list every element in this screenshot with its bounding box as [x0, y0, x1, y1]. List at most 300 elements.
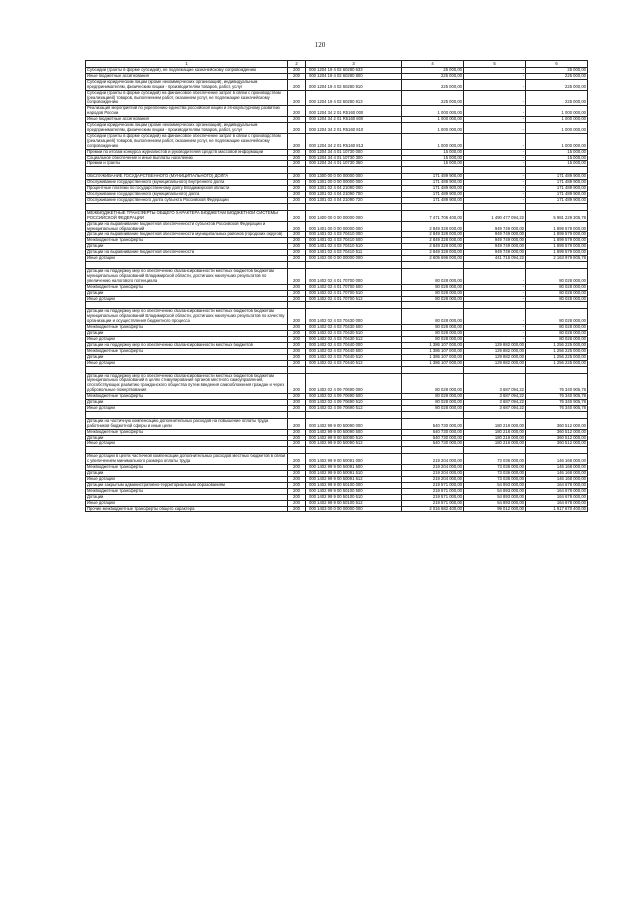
row-remaining-amount: 146 168 000,00 — [526, 471, 588, 477]
row-name: Дотации на поддержку мер по обеспечению сбалансированности местных бюджетов бюджетам муниципальных образований в целях стимулирования органов местного самоуправления, способствующих развитию гражданского общества путем введения самообложения граждан и через добровольные пожертвования — [86, 373, 288, 394]
row-remaining-amount: 164 678 000,00 — [526, 488, 588, 494]
row-approved-amount: 1 386 107 000,00 — [402, 360, 464, 366]
row-budget-code: 000 1300 00 0 00 00000 000 — [306, 174, 402, 180]
row-budget-code: 000 1402 02 4 09 70690 000 — [306, 373, 402, 394]
row-line-code: 200 — [288, 429, 306, 435]
row-line-code: 200 — [288, 117, 306, 123]
blank-cell — [464, 447, 526, 454]
row-line-code: 200 — [288, 360, 306, 366]
row-budget-code: 000 1403 00 0 00 00000 000 — [306, 506, 402, 512]
blank-cell — [464, 302, 526, 309]
blank-cell — [288, 203, 306, 210]
row-name: МЕЖБЮДЖЕТНЫЕ ТРАНСФЕРТЫ ОБЩЕГО ХАРАКТЕРА БЮДЖЕТАМ БЮДЖЕТНОЙ СИСТЕМЫ РОССИЙСКОЙ ФЕДЕРАЦИИ — [86, 210, 288, 221]
row-budget-code: 000 1402 99 9 00 50100 510 — [306, 494, 402, 500]
row-line-code: 200 — [288, 197, 306, 203]
row-name: Субсидии (гранты в форме субсидий) на финансовое обеспечение затрат в связи с производством (реализацией) товаров, выполнением работ, оказанием услуг, не подлежащие казначейскому сопровождению — [86, 90, 288, 106]
row-executed-amount: 180 218 000,00 — [464, 429, 526, 435]
row-line-code: 200 — [288, 73, 306, 79]
row-name: Иные бюджетные ассигнования — [86, 117, 288, 123]
row-executed-amount: - — [464, 284, 526, 290]
blank-cell — [86, 411, 288, 418]
row-approved-amount: 80 028 000,00 — [402, 405, 464, 411]
row-budget-code: 000 1402 02 4 09 70690 510 — [306, 400, 402, 406]
row-line-code: 200 — [288, 180, 306, 186]
row-line-code: 200 — [288, 284, 306, 290]
table-row — [86, 482, 588, 488]
row-approved-amount: 80 028 000,00 — [402, 269, 464, 285]
row-approved-amount: 80 028 000,00 — [402, 325, 464, 331]
table-row — [86, 269, 588, 285]
row-approved-amount: 1 000 000,00 — [402, 117, 464, 123]
blank-cell — [402, 302, 464, 309]
row-budget-code: 000 1402 02 4 09 70690 500 — [306, 394, 402, 400]
blank-cell — [464, 203, 526, 210]
row-approved-amount: 219 571 000,00 — [402, 494, 464, 500]
row-line-code: 200 — [288, 244, 306, 250]
row-name: Обслуживание государственного долга субъекта Российской Федерации — [86, 197, 288, 203]
column-number: 2 — [288, 61, 306, 68]
blank-cell — [288, 302, 306, 309]
row-budget-code: 000 1204 34 4 01 10730 000 — [306, 149, 402, 155]
row-budget-code: 000 1301 02 4 04 21090 700 — [306, 192, 402, 198]
row-budget-code: 000 1402 02 4 03 70430 512 — [306, 336, 402, 342]
row-name: Дотации — [86, 400, 288, 406]
blank-cell — [306, 366, 402, 373]
row-budget-code: 000 1402 02 4 09 70690 512 — [306, 405, 402, 411]
table-row — [86, 210, 588, 221]
row-line-code: 200 — [288, 123, 306, 134]
row-remaining-amount: 80 028 000,00 — [526, 269, 588, 285]
row-line-code: 200 — [288, 90, 306, 106]
blank-row — [86, 447, 588, 454]
row-name: Дотации — [86, 354, 288, 360]
blank-row — [86, 411, 588, 418]
row-approved-amount: 2 849 328 000,00 — [402, 238, 464, 244]
row-remaining-amount: 164 678 000,00 — [526, 482, 588, 488]
row-executed-amount: 73 036 000,00 — [464, 471, 526, 477]
row-executed-amount: - — [464, 106, 526, 117]
row-line-code: 200 — [288, 336, 306, 342]
column-number: 1 — [86, 61, 288, 68]
row-name: Субсидии юридическим лицам (кроме некоммерческих организаций), индивидуальным предпринимателям, физическим лицам - производителям товаров, работ, услуг — [86, 123, 288, 134]
row-approved-amount: 219 204 000,00 — [402, 465, 464, 471]
blank-cell — [306, 262, 402, 269]
row-executed-amount: - — [464, 90, 526, 106]
row-budget-code: 000 1402 02 4 03 70440 512 — [306, 360, 402, 366]
row-line-code: 200 — [288, 133, 306, 149]
row-remaining-amount: 171 489 900,00 — [526, 192, 588, 198]
row-remaining-amount: 76 340 905,78 — [526, 373, 588, 394]
row-name: Дотации закрытым административно-территориальным образованиям — [86, 482, 288, 488]
row-budget-code: 000 1401 02 4 03 70410 510 — [306, 244, 402, 250]
row-executed-amount: 54 893 000,00 — [464, 494, 526, 500]
row-line-code: 200 — [288, 500, 306, 506]
row-approved-amount: 171 489 900,00 — [402, 192, 464, 198]
row-approved-amount: 1 000 000,00 — [402, 123, 464, 134]
row-approved-amount: 540 730 000,00 — [402, 435, 464, 441]
row-remaining-amount: 1 899 579 000,00 — [526, 232, 588, 238]
row-approved-amount: 80 028 000,00 — [402, 296, 464, 302]
row-executed-amount: 54 893 000,00 — [464, 500, 526, 506]
row-line-code: 200 — [288, 309, 306, 325]
row-name: Межбюджетные трансферты — [86, 394, 288, 400]
row-remaining-amount: 225 000,00 — [526, 79, 588, 90]
row-approved-amount: 80 028 000,00 — [402, 290, 464, 296]
row-budget-code: 000 1402 99 9 00 50090 510 — [306, 435, 402, 441]
row-executed-amount: 73 036 000,00 — [464, 454, 526, 465]
row-budget-code: 000 1402 99 9 00 50090 512 — [306, 441, 402, 447]
row-executed-amount: 949 749 000,00 — [464, 232, 526, 238]
row-executed-amount: 3 687 094,22 — [464, 400, 526, 406]
column-number: 4 — [402, 61, 464, 68]
row-line-code: 200 — [288, 435, 306, 441]
row-name: Межбюджетные трансферты — [86, 325, 288, 331]
row-line-code: 200 — [288, 354, 306, 360]
blank-cell — [526, 203, 588, 210]
row-line-code: 200 — [288, 192, 306, 198]
row-approved-amount: 1 000 000,00 — [402, 133, 464, 149]
row-executed-amount: - — [464, 123, 526, 134]
blank-cell — [402, 447, 464, 454]
row-name: Субсидии (гранты в форме субсидий) на финансовое обеспечение затрат в связи с производством (реализацией) товаров, выполнением работ, оказанием услуг, не подлежащие казначейскому сопровождению — [86, 133, 288, 149]
row-name: Межбюджетные трансферты — [86, 348, 288, 354]
row-approved-amount: 219 204 000,00 — [402, 477, 464, 483]
row-line-code: 200 — [288, 405, 306, 411]
row-name: Обслуживание государственного (муниципального) внутреннего долга — [86, 180, 288, 186]
row-budget-code: 000 1204 34 2 01 R5160 000 — [306, 106, 402, 117]
row-name: Процентные платежи по государственному долгу Владимирской области — [86, 186, 288, 192]
row-budget-code: 000 1402 99 9 00 50100 000 — [306, 482, 402, 488]
row-name: Реализация мероприятий по укреплению единства российской нации и этнокультурному развитию народов России — [86, 106, 288, 117]
row-executed-amount: - — [464, 331, 526, 337]
row-name: Дотации на поддержку мер по обеспечению сбалансированности местных бюджетов бюджетам муниципальных образований Владимирской области, достигших наилучших результатов по качеству организации и осуществления бюджетного процесса — [86, 309, 288, 325]
row-approved-amount: 15 000,00 — [402, 161, 464, 167]
row-line-code: 200 — [288, 256, 306, 262]
row-name: Прочие межбюджетные трансферты общего характера — [86, 506, 288, 512]
row-remaining-amount: 171 489 900,00 — [526, 174, 588, 180]
row-executed-amount: - — [464, 79, 526, 90]
row-line-code: 200 — [288, 68, 306, 74]
row-line-code: 200 — [288, 465, 306, 471]
row-approved-amount: 1 386 107 000,00 — [402, 348, 464, 354]
blank-cell — [402, 167, 464, 174]
row-approved-amount: 80 028 000,00 — [402, 331, 464, 337]
row-budget-code: 000 1204 19 4 02 60280 813 — [306, 90, 402, 106]
blank-cell — [306, 167, 402, 174]
row-line-code: 200 — [288, 394, 306, 400]
row-remaining-amount: 1 256 225 000,00 — [526, 360, 588, 366]
table-row — [86, 79, 588, 90]
row-name: Межбюджетные трансферты — [86, 488, 288, 494]
row-executed-amount: - — [464, 336, 526, 342]
row-name: Иные дотации — [86, 441, 288, 447]
row-executed-amount: 441 716 094,22 — [464, 256, 526, 262]
row-remaining-amount: 146 168 000,00 — [526, 454, 588, 465]
row-budget-code: 000 1402 02 4 03 70440 000 — [306, 342, 402, 348]
row-line-code: 200 — [288, 290, 306, 296]
row-name: Иные дотации — [86, 405, 288, 411]
row-budget-code: 000 1402 02 4 01 70700 512 — [306, 296, 402, 302]
row-approved-amount: 171 489 900,00 — [402, 174, 464, 180]
row-line-code: 200 — [288, 106, 306, 117]
column-number: 5 — [464, 61, 526, 68]
row-budget-code: 000 1301 00 0 00 00000 000 — [306, 180, 402, 186]
row-remaining-amount: 1 000 000,00 — [526, 106, 588, 117]
row-name: Иные дотации — [86, 296, 288, 302]
row-budget-code: 000 1204 19 4 02 60280 810 — [306, 79, 402, 90]
row-remaining-amount: 146 168 000,00 — [526, 477, 588, 483]
row-name: Дотации на поддержку мер по обеспечению сбалансированности местных бюджетов бюджетам муниципальных образований Владимирской области, достигших наилучших результатов по увеличению налогового потенциала — [86, 269, 288, 285]
row-executed-amount: - — [464, 192, 526, 198]
row-executed-amount: - — [464, 290, 526, 296]
row-approved-amount: 7 471 706 400,00 — [402, 210, 464, 221]
row-approved-amount: 2 605 696 000,00 — [402, 256, 464, 262]
blank-cell — [526, 366, 588, 373]
row-budget-code: 000 1401 02 4 03 70410 500 — [306, 238, 402, 244]
row-line-code: 200 — [288, 441, 306, 447]
row-remaining-amount: 25 000,00 — [526, 68, 588, 74]
row-executed-amount: 54 893 000,00 — [464, 488, 526, 494]
row-budget-code: 000 1204 34 4 01 10730 350 — [306, 161, 402, 167]
row-name: Дотации на частичную компенсацию дополнительных расходов на повышение оплаты труда работников бюджетной сферы и иные цели — [86, 418, 288, 429]
row-approved-amount: 540 730 000,00 — [402, 441, 464, 447]
blank-cell — [464, 411, 526, 418]
row-executed-amount: - — [464, 269, 526, 285]
row-approved-amount: 225 000,00 — [402, 73, 464, 79]
row-budget-code: 000 1204 19 4 02 60280 633 — [306, 68, 402, 74]
row-executed-amount: 3 687 094,22 — [464, 394, 526, 400]
budget-table — [85, 60, 588, 512]
row-name: Дотации на выравнивание бюджетной обеспеченности — [86, 250, 288, 256]
row-approved-amount: 80 028 000,00 — [402, 373, 464, 394]
row-name: Иные дотации в целях частичной компенсации дополнительных расходов местных бюджетов в связи с увеличением минимального размера оплаты труда — [86, 454, 288, 465]
row-budget-code: 000 1204 34 2 01 R5160 813 — [306, 133, 402, 149]
row-line-code: 200 — [288, 186, 306, 192]
row-approved-amount: 171 489 900,00 — [402, 197, 464, 203]
row-budget-code: 000 1204 34 4 01 10730 300 — [306, 155, 402, 161]
row-approved-amount: 2 849 328 000,00 — [402, 232, 464, 238]
row-remaining-amount: 360 512 000,00 — [526, 435, 588, 441]
row-remaining-amount: 225 000,00 — [526, 73, 588, 79]
row-budget-code: 000 1402 02 4 01 70700 510 — [306, 290, 402, 296]
row-remaining-amount: 1 000 000,00 — [526, 133, 588, 149]
row-remaining-amount: 360 512 000,00 — [526, 418, 588, 429]
row-name: Дотации — [86, 471, 288, 477]
row-budget-code: 000 1402 02 4 01 70700 000 — [306, 269, 402, 285]
row-line-code: 200 — [288, 506, 306, 512]
row-name: Межбюджетные трансферты — [86, 284, 288, 290]
row-remaining-amount: 5 981 229 305,78 — [526, 210, 588, 221]
blank-row — [86, 167, 588, 174]
row-executed-amount: 949 749 000,00 — [464, 250, 526, 256]
row-line-code: 200 — [288, 269, 306, 285]
table-row — [86, 250, 588, 256]
blank-cell — [86, 167, 288, 174]
row-remaining-amount: 171 489 900,00 — [526, 197, 588, 203]
row-approved-amount: 225 000,00 — [402, 90, 464, 106]
row-remaining-amount: 171 489 900,00 — [526, 186, 588, 192]
blank-cell — [86, 262, 288, 269]
row-executed-amount: - — [464, 161, 526, 167]
row-executed-amount: - — [464, 68, 526, 74]
row-executed-amount: 949 749 000,00 — [464, 238, 526, 244]
blank-cell — [526, 167, 588, 174]
row-budget-code: 000 1301 02 4 04 21090 000 — [306, 186, 402, 192]
row-name: Дотации — [86, 435, 288, 441]
blank-cell — [306, 411, 402, 418]
row-approved-amount: 219 571 000,00 — [402, 482, 464, 488]
blank-cell — [526, 262, 588, 269]
row-remaining-amount: 76 340 905,78 — [526, 400, 588, 406]
blank-cell — [526, 447, 588, 454]
row-line-code: 200 — [288, 79, 306, 90]
row-name: Иные дотации — [86, 477, 288, 483]
row-executed-amount: 129 882 000,00 — [464, 342, 526, 348]
row-executed-amount: - — [464, 117, 526, 123]
row-name: Социальное обеспечение и иные выплаты населению — [86, 155, 288, 161]
row-approved-amount: 15 000,00 — [402, 149, 464, 155]
row-budget-code: 000 1402 02 4 03 70430 510 — [306, 331, 402, 337]
row-remaining-amount: 76 340 905,78 — [526, 394, 588, 400]
row-executed-amount: 1 490 477 094,22 — [464, 210, 526, 221]
row-line-code: 200 — [288, 161, 306, 167]
blank-cell — [526, 411, 588, 418]
row-line-code: 200 — [288, 418, 306, 429]
row-remaining-amount: 171 489 900,00 — [526, 180, 588, 186]
row-approved-amount: 15 000,00 — [402, 155, 464, 161]
row-approved-amount: 80 028 000,00 — [402, 284, 464, 290]
row-remaining-amount: 80 028 000,00 — [526, 296, 588, 302]
row-remaining-amount: 1 899 579 000,00 — [526, 238, 588, 244]
row-budget-code: 000 1402 02 4 03 70440 510 — [306, 354, 402, 360]
table-row — [86, 506, 588, 512]
blank-cell — [288, 447, 306, 454]
row-line-code: 200 — [288, 221, 306, 232]
table-row — [86, 342, 588, 348]
row-approved-amount: 219 204 000,00 — [402, 454, 464, 465]
row-budget-code: 000 1401 02 4 03 70410 511 — [306, 250, 402, 256]
row-approved-amount: 80 028 000,00 — [402, 400, 464, 406]
row-executed-amount: 949 749 000,00 — [464, 221, 526, 232]
row-remaining-amount: 76 340 905,78 — [526, 405, 588, 411]
row-approved-amount: 25 000,00 — [402, 68, 464, 74]
row-executed-amount: - — [464, 73, 526, 79]
row-remaining-amount: 1 899 579 000,00 — [526, 221, 588, 232]
table-row — [86, 133, 588, 149]
row-executed-amount: 3 687 094,22 — [464, 373, 526, 394]
table-row — [86, 373, 588, 394]
blank-cell — [306, 302, 402, 309]
row-executed-amount: - — [464, 197, 526, 203]
blank-cell — [402, 203, 464, 210]
row-executed-amount: - — [464, 174, 526, 180]
blank-cell — [526, 302, 588, 309]
row-remaining-amount: 1 256 225 000,00 — [526, 354, 588, 360]
row-executed-amount: 180 218 000,00 — [464, 441, 526, 447]
row-line-code: 200 — [288, 477, 306, 483]
row-budget-code: 000 1204 19 4 02 60280 800 — [306, 73, 402, 79]
blank-row — [86, 203, 588, 210]
row-approved-amount: 219 571 000,00 — [402, 500, 464, 506]
row-executed-amount: 949 749 000,00 — [464, 244, 526, 250]
row-executed-amount: 129 882 000,00 — [464, 360, 526, 366]
row-line-code: 200 — [288, 471, 306, 477]
row-approved-amount: 171 489 900,00 — [402, 180, 464, 186]
row-remaining-amount: 2 163 979 905,78 — [526, 256, 588, 262]
row-remaining-amount: 15 000,00 — [526, 149, 588, 155]
table-row — [86, 309, 588, 325]
row-line-code: 200 — [288, 373, 306, 394]
row-executed-amount: 3 687 094,22 — [464, 405, 526, 411]
budget-table-body — [86, 61, 588, 512]
row-name: Межбюджетные трансферты — [86, 429, 288, 435]
blank-cell — [86, 447, 288, 454]
row-name: Иные дотации — [86, 256, 288, 262]
row-approved-amount: 540 730 000,00 — [402, 418, 464, 429]
row-remaining-amount: 15 000,00 — [526, 155, 588, 161]
row-budget-code: 000 1401 02 4 03 70410 000 — [306, 232, 402, 238]
blank-cell — [86, 302, 288, 309]
row-approved-amount: 2 849 328 000,00 — [402, 221, 464, 232]
row-remaining-amount: 1 917 670 400,00 — [526, 506, 588, 512]
row-approved-amount: 1 386 107 000,00 — [402, 342, 464, 348]
row-budget-code: 000 1402 99 9 00 50100 500 — [306, 488, 402, 494]
row-line-code: 200 — [288, 149, 306, 155]
row-budget-code: 000 1402 02 4 03 70440 500 — [306, 348, 402, 354]
row-line-code: 200 — [288, 238, 306, 244]
row-remaining-amount: 1 899 579 000,00 — [526, 244, 588, 250]
row-line-code: 200 — [288, 174, 306, 180]
row-budget-code: 000 1402 02 4 03 70430 000 — [306, 309, 402, 325]
blank-row — [86, 302, 588, 309]
row-name: Межбюджетные трансферты — [86, 465, 288, 471]
column-number: 3 — [306, 61, 402, 68]
row-budget-code: 000 1402 99 9 00 50091 510 — [306, 471, 402, 477]
row-approved-amount: 2 849 328 000,00 — [402, 244, 464, 250]
row-executed-amount: - — [464, 325, 526, 331]
page-number: 120 — [314, 41, 326, 49]
row-budget-code: 000 1402 00 0 00 00000 000 — [306, 256, 402, 262]
row-budget-code: 000 1402 02 4 03 70430 500 — [306, 325, 402, 331]
row-approved-amount: 2 016 682 400,00 — [402, 506, 464, 512]
blank-cell — [464, 262, 526, 269]
blank-cell — [402, 366, 464, 373]
blank-cell — [288, 167, 306, 174]
blank-cell — [288, 262, 306, 269]
row-approved-amount: 1 386 107 000,00 — [402, 354, 464, 360]
row-budget-code: 000 1402 99 9 00 50091 000 — [306, 454, 402, 465]
row-executed-amount: 73 036 000,00 — [464, 477, 526, 483]
row-budget-code: 000 1301 02 4 04 21090 720 — [306, 197, 402, 203]
blank-cell — [306, 447, 402, 454]
table-row — [86, 106, 588, 117]
row-name: Дотации на выравнивание бюджетной обеспеченности муниципальных районов (городских округов) — [86, 232, 288, 238]
table-row — [86, 90, 588, 106]
row-remaining-amount: 80 028 000,00 — [526, 325, 588, 331]
row-remaining-amount: 80 028 000,00 — [526, 290, 588, 296]
row-line-code: 200 — [288, 155, 306, 161]
row-remaining-amount: 80 028 000,00 — [526, 309, 588, 325]
blank-cell — [86, 366, 288, 373]
row-approved-amount: 80 028 000,00 — [402, 394, 464, 400]
table-row — [86, 418, 588, 429]
row-executed-amount: 99 012 000,00 — [464, 506, 526, 512]
column-number-row — [86, 61, 588, 68]
row-name: ОБСЛУЖИВАНИЕ ГОСУДАРСТВЕННОГО (МУНИЦИПАЛЬНОГО) ДОЛГА — [86, 174, 288, 180]
row-budget-code: 000 1204 34 2 01 R5160 800 — [306, 117, 402, 123]
row-line-code: 200 — [288, 488, 306, 494]
row-remaining-amount: 1 256 225 000,00 — [526, 342, 588, 348]
